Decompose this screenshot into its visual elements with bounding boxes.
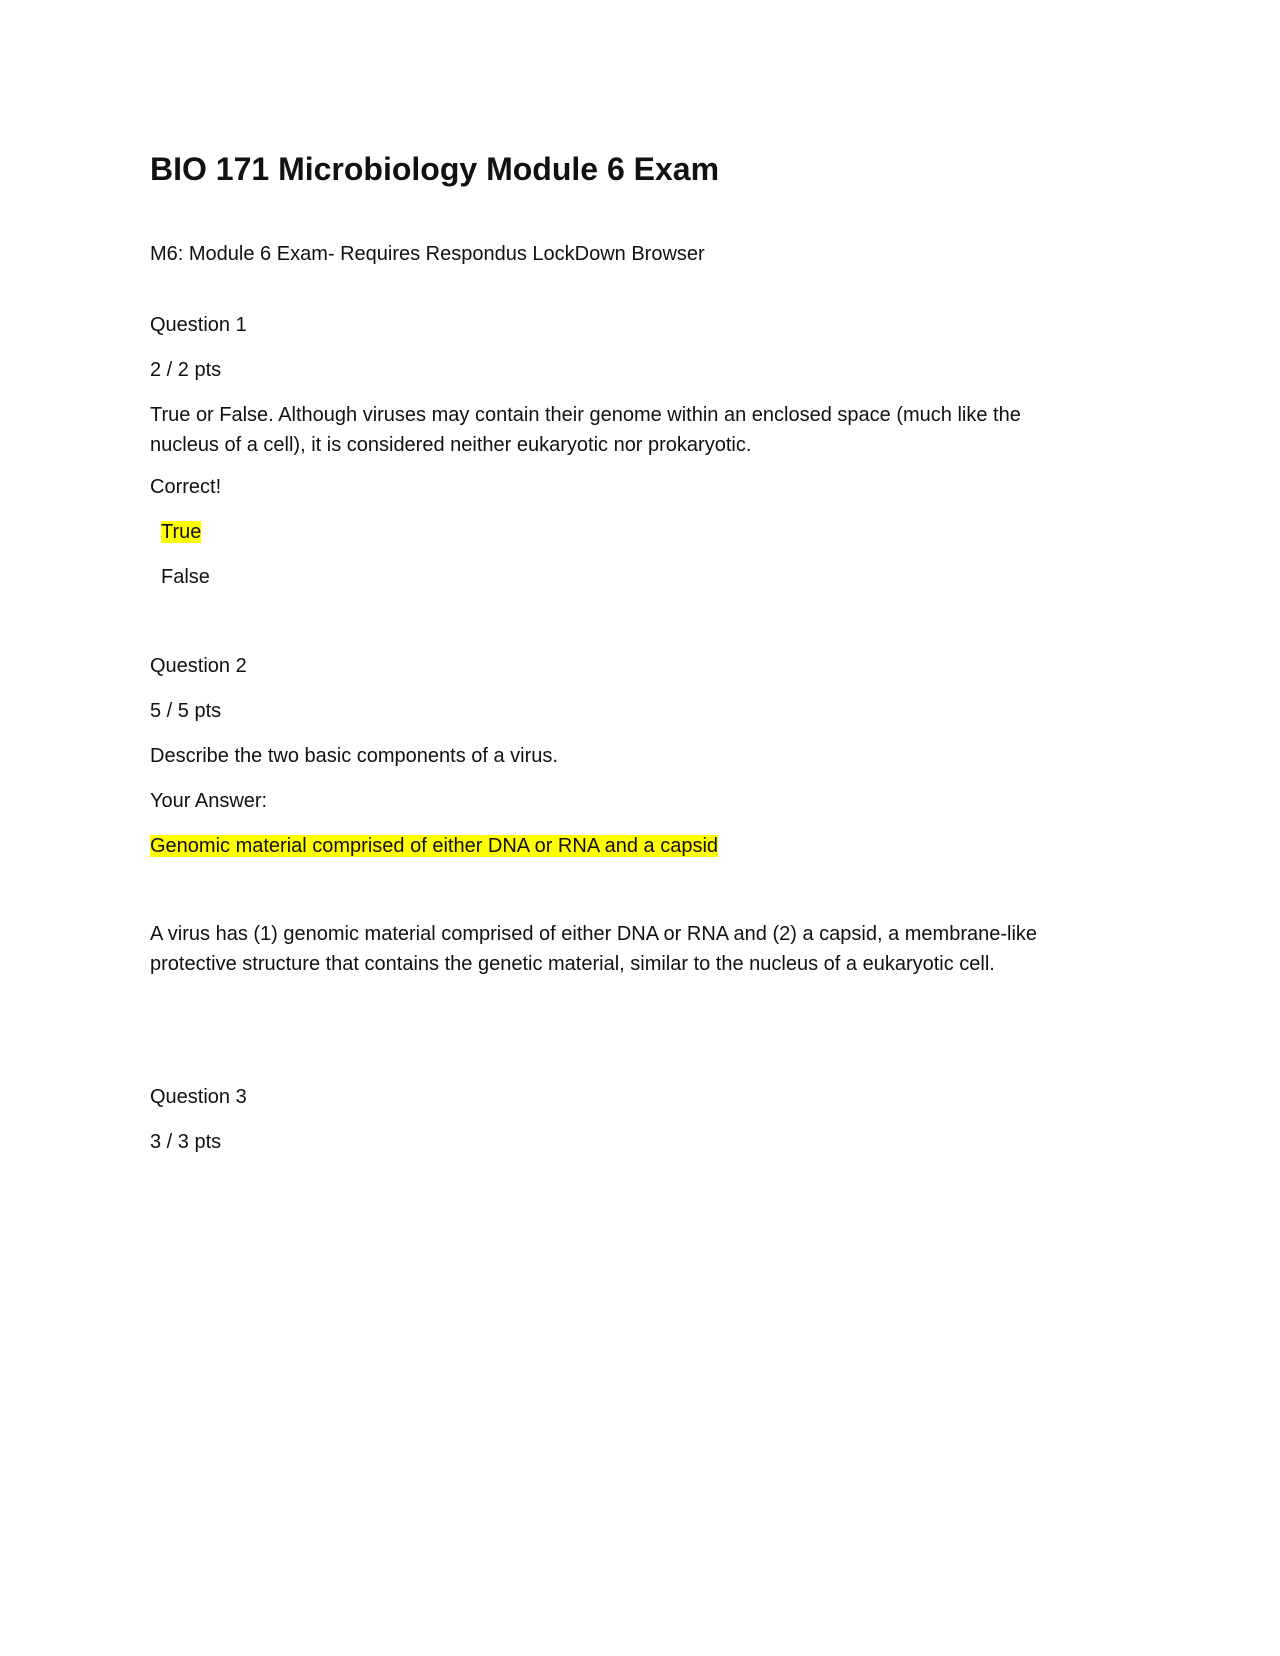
question-label: Question 3 xyxy=(150,1086,247,1108)
exam-subtitle: M6: Module 6 Exam- Requires Respondus LockDown Browser xyxy=(150,243,705,265)
question-points: 3 / 3 pts xyxy=(150,1131,222,1153)
option-true xyxy=(161,517,201,547)
your-answer xyxy=(150,831,718,861)
question-points: 2 / 2 pts xyxy=(150,359,222,381)
answer-label: Your Answer: xyxy=(150,790,268,812)
document-title: BIO 171 Microbiology Module 6 Exam xyxy=(150,151,720,187)
option-false: False xyxy=(161,566,210,588)
selected-answer-highlight: True xyxy=(161,521,202,543)
answer-explanation: A virus has (1) genomic material comprised of either DNA or RNA and (2) a capsid, a membrane-like protective structure that contains the genetic material, similar to the nucleus of a eukaryotic cell. xyxy=(150,923,1038,975)
question-prompt: True or False. Although viruses may contain their genome within an enclosed space (much like the nucleus of a cell), it is considered neither eukaryotic nor prokaryotic. xyxy=(150,404,1021,456)
question-prompt: Describe the two basic components of a virus. xyxy=(150,745,558,767)
question-label: Question 2 xyxy=(150,655,247,677)
answer-highlight: Genomic material comprised of either DNA or RNA and a capsid xyxy=(150,835,719,857)
question-label: Question 1 xyxy=(150,314,247,336)
result-status: Correct! xyxy=(150,476,222,498)
question-points: 5 / 5 pts xyxy=(150,700,222,722)
document-page xyxy=(150,0,1130,1656)
